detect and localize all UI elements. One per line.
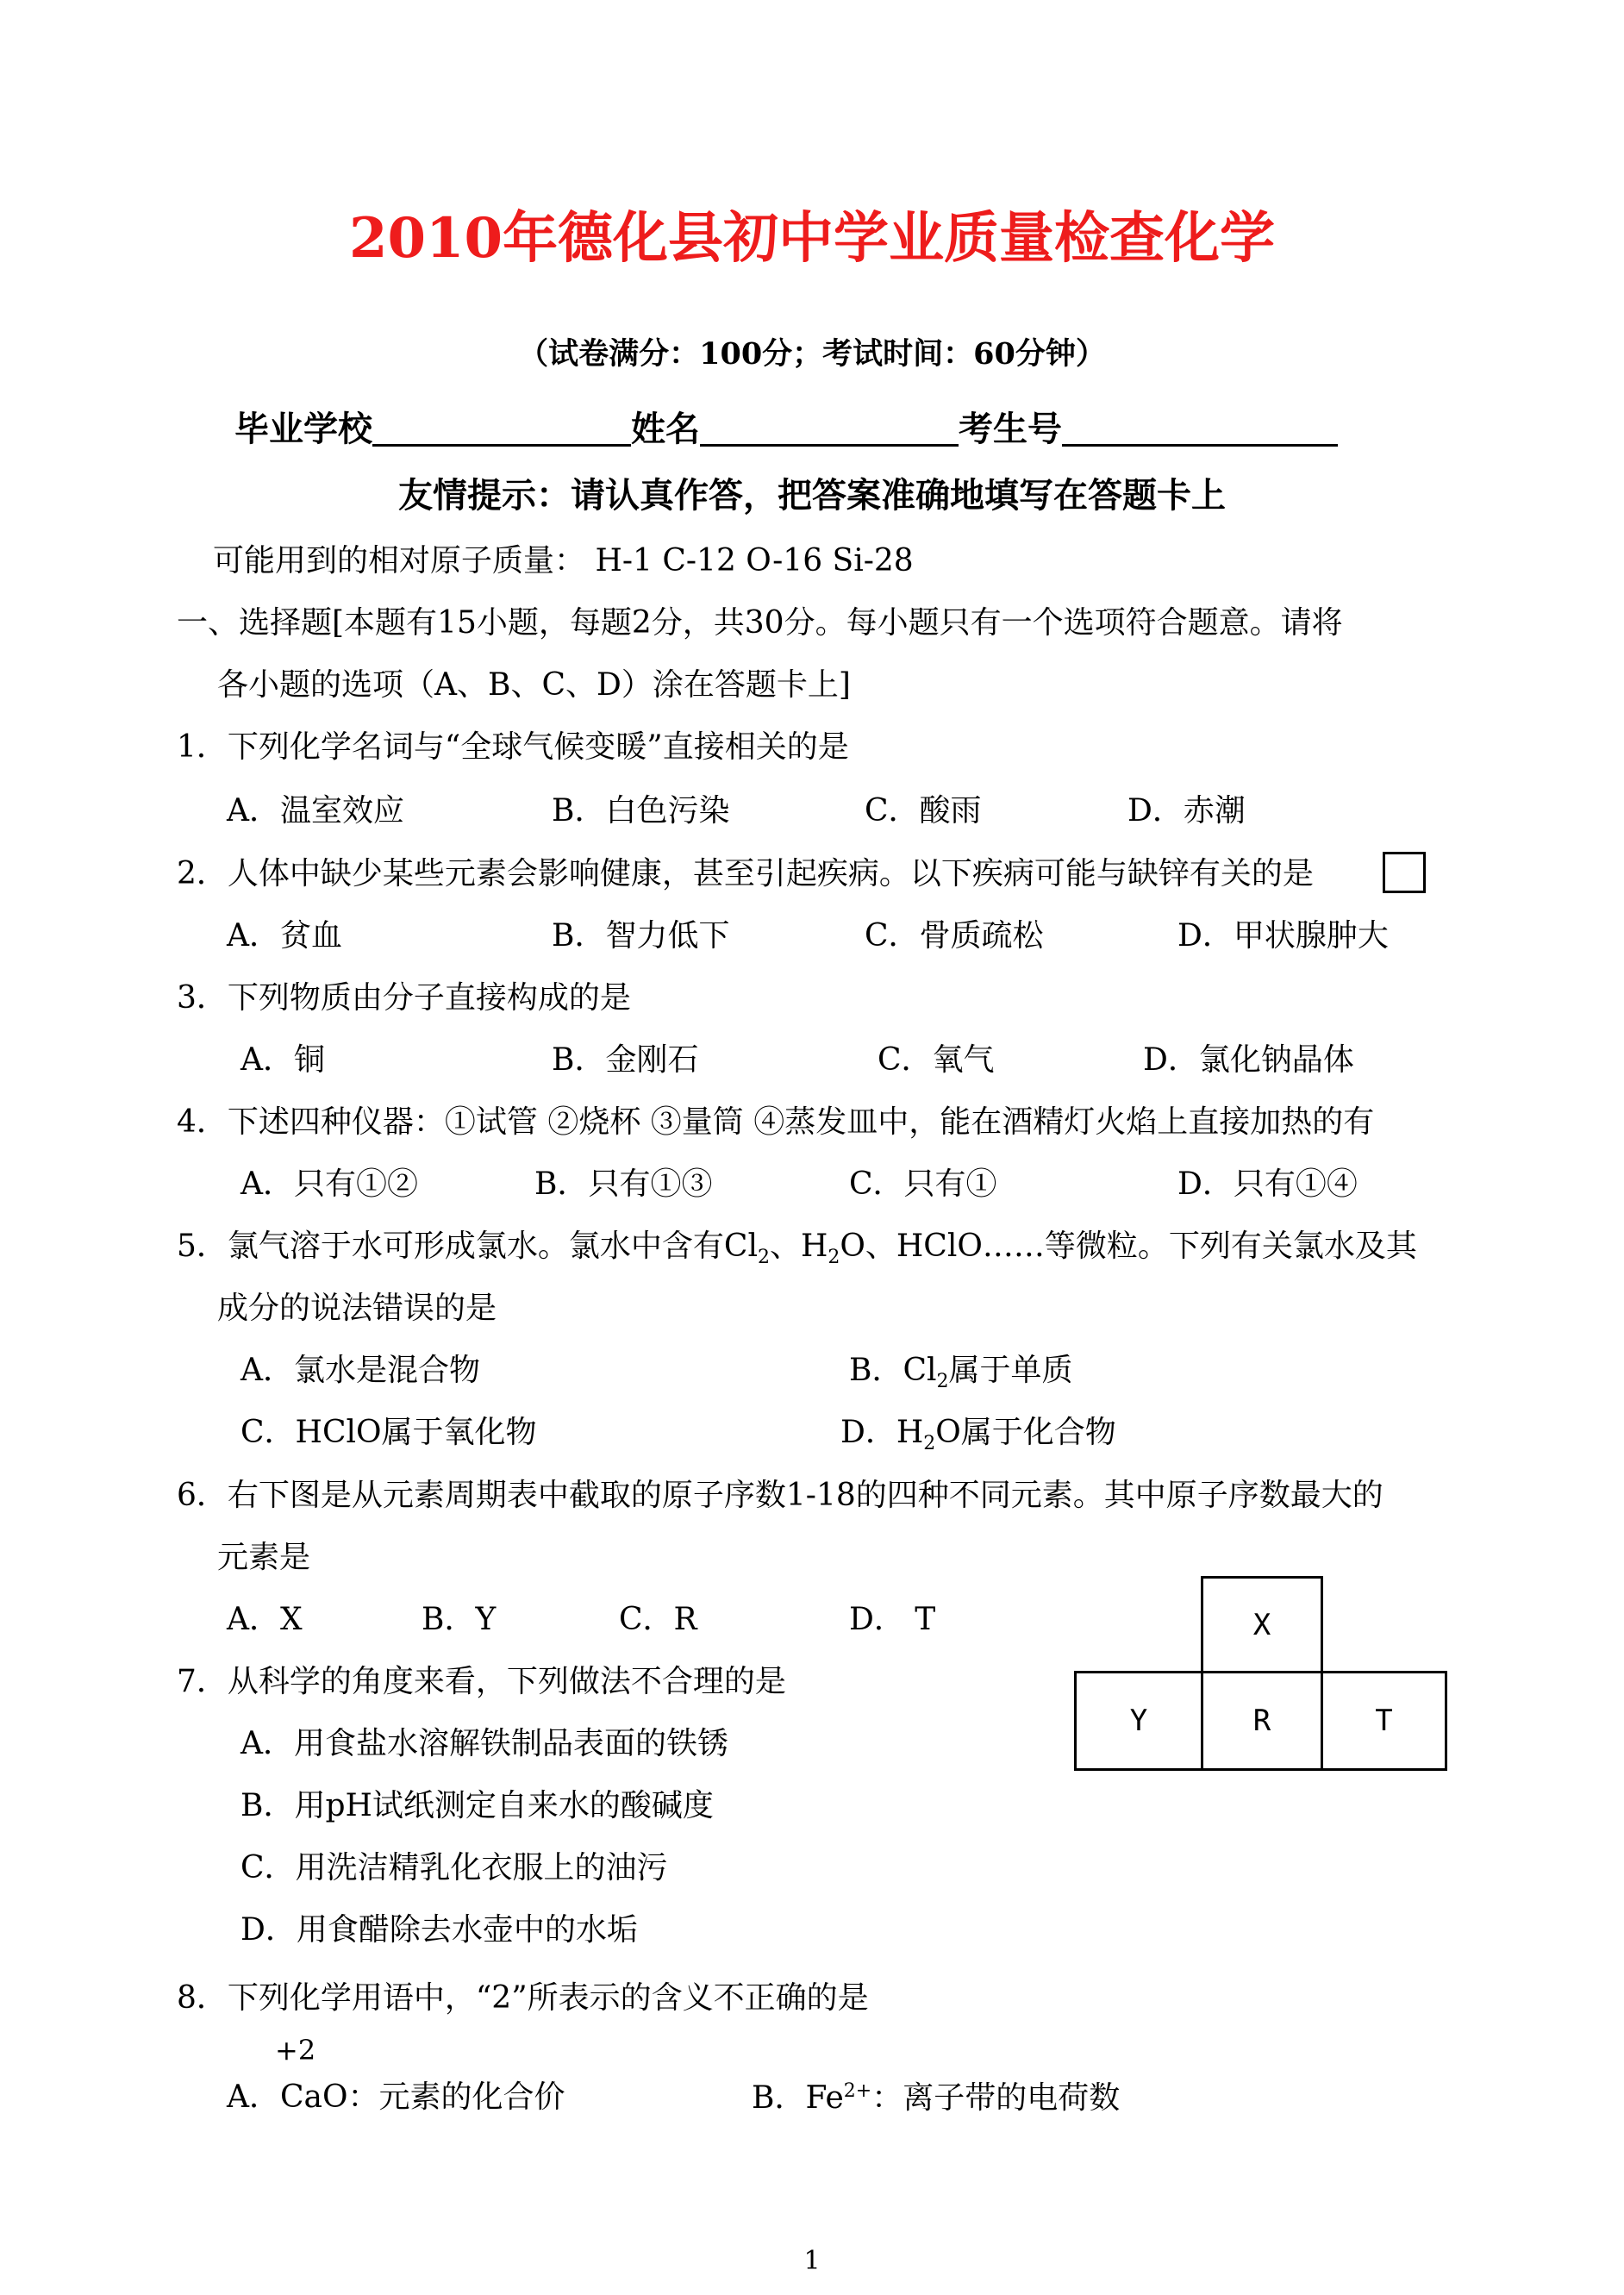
element-cell-r: R (1201, 1671, 1323, 1771)
q2-option-c[interactable]: C．骨质疏松 (865, 918, 1044, 954)
student-info-row (234, 411, 1338, 447)
q1-option-c[interactable]: C．酸雨 (865, 793, 982, 829)
q3-option-d[interactable]: D．氯化钠晶体 (1143, 1042, 1354, 1078)
exam-subtitle: （试卷满分：100分；考试时间：60分钟） (518, 336, 1106, 372)
q4-stem: 4．下述四种仪器：①试管 ②烧杯 ③量筒 ④蒸发皿中，能在酒精灯火焰上直接加热的有 (177, 1104, 1375, 1140)
q8-stem: 8．下列化学用语中，“2”所表示的含义不正确的是 (177, 1980, 869, 2016)
q1-stem: 1．下列化学名词与“全球气候变暖”直接相关的是 (177, 729, 849, 765)
q5-option-d[interactable]: D．$H_2O$属于化合物 (840, 1415, 1116, 1455)
q7-option-d[interactable]: D．用食醋除去水壶中的水垢 (240, 1912, 638, 1948)
q2-answer-box[interactable] (1383, 852, 1426, 893)
q4-option-c[interactable]: C．只有① (849, 1166, 997, 1202)
q7-option-b[interactable]: B．用pH试纸测定自来水的酸碱度 (240, 1788, 714, 1823)
q8-option-a[interactable]: A．CaO：元素的化合价 (227, 2079, 565, 2115)
q7-option-a[interactable]: A．用食盐水溶解铁制品表面的铁锈 (240, 1726, 728, 1761)
atomic-mass-note: 可能用到的相对原子质量： H-1 C-12 O-16 Si-28 (213, 543, 914, 578)
q5-option-a[interactable]: A．氯水是混合物 (240, 1353, 480, 1388)
q2-stem: 2．人体中缺少某些元素会影响健康，甚至引起疾病。以下疾病可能与缺锌有关的是 (177, 856, 1314, 891)
q4-option-b[interactable]: B．只有①③ (534, 1166, 713, 1202)
name-blank[interactable] (700, 411, 959, 447)
q4-option-d[interactable]: D．只有①④ (1177, 1166, 1358, 1202)
element-cell-x: X (1201, 1576, 1323, 1673)
q1-option-b[interactable]: B．白色污染 (552, 793, 730, 829)
q3-option-c[interactable]: C．氧气 (878, 1042, 995, 1078)
q5-option-b[interactable]: B．$Cl_2$属于单质 (849, 1353, 1073, 1393)
q1-option-a[interactable]: A．温室效应 (227, 793, 404, 829)
q6-option-a[interactable]: A．X (227, 1602, 303, 1637)
element-cell-y: Y (1074, 1671, 1203, 1771)
q6-option-c[interactable]: C．R (619, 1602, 697, 1637)
q6-stem-2: 元素是 (217, 1540, 311, 1575)
q6-stem: 6．右下图是从元素周期表中截取的原子序数1-18的四种不同元素。其中原子序数最大的 (177, 1478, 1384, 1513)
q2-option-b[interactable]: B．智力低下 (552, 918, 730, 954)
q8-valence-mark: +2 (275, 2034, 316, 2067)
q1-option-d[interactable]: D．赤潮 (1127, 793, 1246, 829)
q5-option-c[interactable]: C．HClO属于氧化物 (240, 1415, 537, 1450)
id-label: 考生号 (959, 409, 1062, 449)
q8-option-b[interactable]: B．$Fe^{2+}$：离子带的电荷数 (752, 2080, 1121, 2116)
name-label: 姓名 (631, 409, 700, 449)
school-label: 毕业学校 (234, 409, 372, 449)
section1-heading-2: 各小题的选项（A、B、C、D）涂在答题卡上] (217, 667, 851, 703)
q2-option-a[interactable]: A．贫血 (227, 918, 342, 954)
exam-title: 2010年德化县初中学业质量检查化学 (348, 206, 1276, 271)
friendly-tip: 友情提示：请认真作答，把答案准确地填写在答题卡上 (398, 475, 1226, 516)
q5-stem-2: 成分的说法错误的是 (217, 1291, 497, 1326)
q6-option-b[interactable]: B．Y (422, 1602, 497, 1637)
section1-heading-1: 一、选择题[本题有15小题，每题2分，共30分。每小题只有一个选项符合题意。请将 (177, 605, 1343, 641)
q3-option-a[interactable]: A．铜 (240, 1042, 325, 1078)
q7-stem: 7．从科学的角度来看，下列做法不合理的是 (177, 1664, 786, 1699)
q6-option-d[interactable]: D． T (849, 1602, 936, 1637)
q5-stem: 5．氯气溶于水可形成氯水。氯水中含有$Cl_2$、$H_2O$、HClO……等微粒。下列有关氯水及其 (177, 1229, 1417, 1269)
q7-option-c[interactable]: C．用洗洁精乳化衣服上的油污 (240, 1850, 668, 1885)
q3-option-b[interactable]: B．金刚石 (552, 1042, 699, 1078)
q4-option-a[interactable]: A．只有①② (240, 1166, 418, 1202)
id-blank[interactable] (1062, 411, 1338, 447)
page-number: 1 (803, 2246, 821, 2276)
q2-option-d[interactable]: D．甲状腺肿大 (1177, 918, 1389, 954)
q3-stem: 3．下列物质由分子直接构成的是 (177, 980, 631, 1016)
school-blank[interactable] (372, 411, 631, 447)
element-cell-t: T (1321, 1671, 1447, 1771)
